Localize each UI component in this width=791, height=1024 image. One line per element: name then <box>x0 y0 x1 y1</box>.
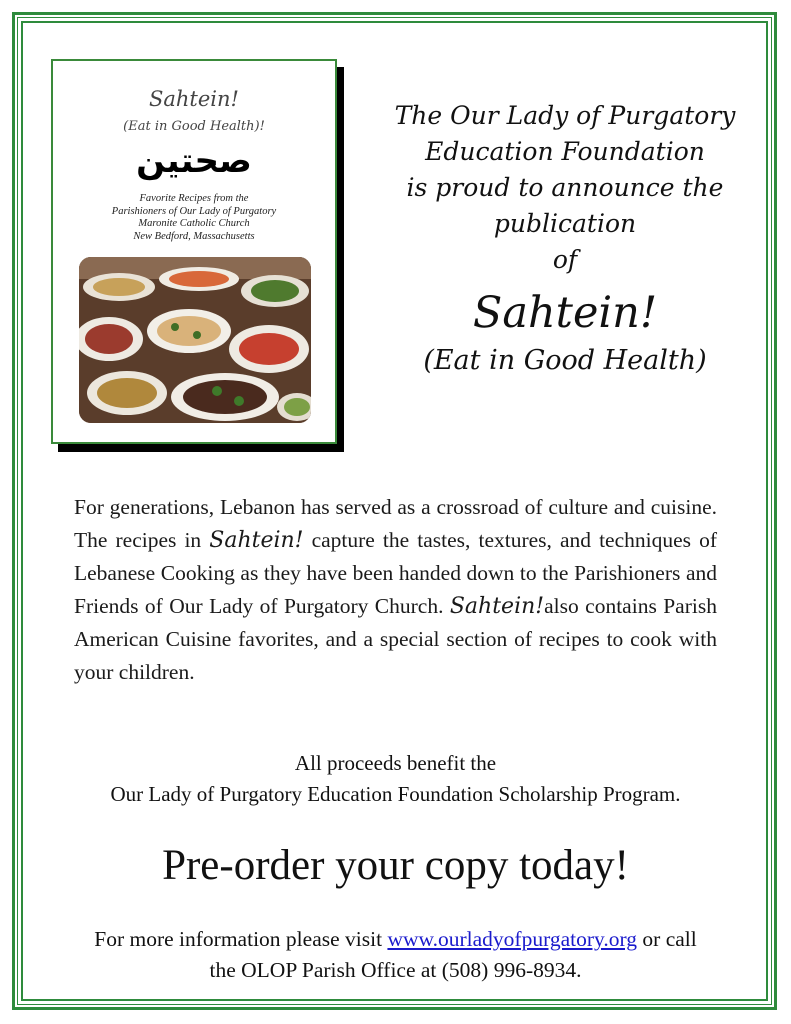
paragraph-text: capture the tastes, textures, and techniques of Lebanese Cooking as they have been handed down to the Parishioners and Friends of Our Lady of Purgatory Church. <box>74 527 718 618</box>
announcement <box>355 98 775 380</box>
paragraph-text: also contains Parish American Cuisine favorites, and a special section of recipes to cook with your children. <box>74 593 717 684</box>
contact-text: or call <box>637 927 697 951</box>
website-link[interactable]: www.ourladyofpurgatory.org <box>387 927 638 951</box>
cover-desc-line: Favorite Recipes from the <box>139 193 249 204</box>
contact-line <box>24 924 767 955</box>
contact-info <box>24 924 767 986</box>
cover-description <box>63 193 325 243</box>
book-subtitle: (Eat in Good Health) <box>423 345 707 376</box>
announcement-line: The Our Lady of Purgatory <box>394 101 736 130</box>
announcement-line: Education Foundation <box>425 137 705 166</box>
description-paragraph <box>74 491 717 688</box>
cover-desc-line: Maronite Catholic Church <box>138 218 250 229</box>
proceeds-notice <box>30 748 761 810</box>
book-title: Sahtein! <box>472 288 658 338</box>
inline-book-title: Sahtein! <box>209 527 304 553</box>
inline-book-title: Sahtein! <box>449 593 545 619</box>
announcement-line: publication <box>493 209 637 238</box>
announcement-line: of <box>552 245 578 274</box>
announcement-line: is proud to announce the <box>406 173 724 202</box>
preorder-callout: Pre-order your copy today! <box>162 842 629 889</box>
book-cover <box>51 59 337 444</box>
cover-desc-line: Parishioners of Our Lady of Purgatory <box>111 205 277 217</box>
paragraph-text: For generations, Lebanon has served as a crossroad of culture and cuisine. The recipes in <box>74 495 717 552</box>
food-spread-illustration <box>79 257 311 423</box>
cover-subtitle: (Eat in Good Health)! <box>123 119 265 134</box>
proceeds-line: Our Lady of Purgatory Education Foundation Scholarship Program. <box>110 782 681 806</box>
contact-text: For more information please visit <box>94 927 388 951</box>
contact-line: the OLOP Parish Office at (508) 996-8934. <box>209 958 582 982</box>
food-photo <box>79 257 311 423</box>
proceeds-line: All proceeds benefit the <box>294 751 497 775</box>
cover-arabic-title: صحتين <box>136 141 252 181</box>
cover-title: Sahtein! <box>149 87 239 111</box>
cover-desc-line: New Bedford, Massachusetts <box>133 230 255 242</box>
